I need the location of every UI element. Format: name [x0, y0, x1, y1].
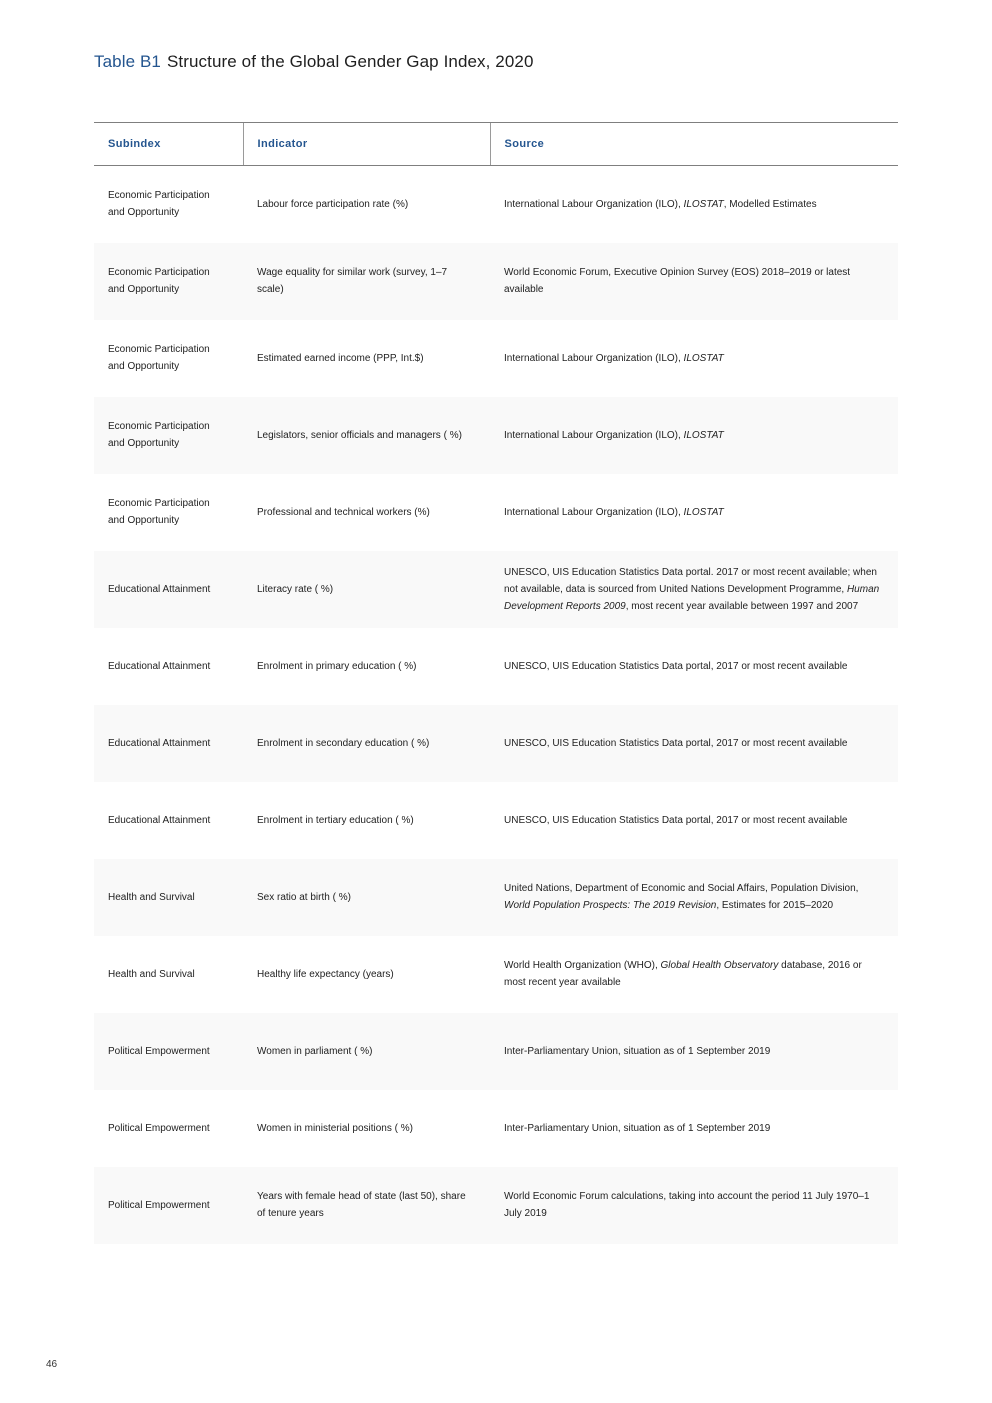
- table-label: Table B1: [94, 52, 161, 71]
- header-indicator: Indicator: [243, 123, 490, 166]
- subindex-cell: Economic Participation and Opportunity: [108, 421, 210, 449]
- subindex-cell: Health and Survival: [108, 968, 195, 980]
- header-source: Source: [490, 123, 898, 166]
- source-cell: [490, 397, 898, 474]
- subindex-cell: Economic Participation and Opportunity: [108, 498, 210, 526]
- source-cell: [490, 474, 898, 551]
- source-publication-title: ILOSTAT: [683, 198, 724, 210]
- page-number: 46: [46, 1359, 58, 1370]
- source-cell: [490, 859, 898, 936]
- table-row: [94, 782, 898, 859]
- table-row: [94, 1167, 898, 1244]
- subindex-cell: Educational Attainment: [108, 660, 211, 672]
- source-cell: [490, 166, 898, 243]
- source-cell: [490, 1013, 898, 1090]
- source-text: World Economic Forum calculations, taking into account the period 11 July 1970–1 July 2019: [504, 1191, 870, 1219]
- table-row: [94, 474, 898, 551]
- source-publication-title: ILOSTAT: [683, 506, 724, 518]
- source-text: Inter-Parliamentary Union, situation as of 1 September 2019: [504, 1122, 771, 1134]
- subindex-cell: Educational Attainment: [108, 737, 211, 749]
- subindex-cell: Political Empowerment: [108, 1045, 210, 1057]
- source-publication-title: ILOSTAT: [683, 429, 724, 441]
- source-text: UNESCO, UIS Education Statistics Data portal. 2017 or most recent available; when not available, data is sourced from United Nations Development Programme,: [504, 566, 877, 595]
- indicator-cell: Professional and technical workers (%): [257, 506, 430, 518]
- source-cell: [490, 936, 898, 1013]
- source-text: World Economic Forum, Executive Opinion Survey (EOS) 2018–2019 or latest available: [504, 267, 851, 295]
- source-cell: [490, 705, 898, 782]
- source-text: , Estimates for 2015–2020: [716, 900, 834, 911]
- table-row: [94, 859, 898, 936]
- subindex-cell: Political Empowerment: [108, 1122, 210, 1134]
- table-row: [94, 1013, 898, 1090]
- table-row: [94, 1090, 898, 1167]
- table-row: [94, 936, 898, 1013]
- source-text: International Labour Organization (ILO),: [504, 352, 684, 364]
- indicator-cell: Sex ratio at birth ( %): [257, 891, 351, 903]
- table-row: [94, 628, 898, 705]
- source-cell: [490, 1167, 898, 1244]
- source-cell: [490, 628, 898, 705]
- gender-gap-structure-table: [94, 122, 898, 1244]
- source-text: , Modelled Estimates: [723, 198, 817, 210]
- subindex-cell: Economic Participation and Opportunity: [108, 190, 210, 219]
- table-row: [94, 397, 898, 474]
- table-body: [94, 166, 898, 1244]
- source-publication-title: Global Health Observatory: [660, 960, 779, 971]
- table-row: [94, 551, 898, 628]
- indicator-cell: Enrolment in secondary education ( %): [257, 737, 430, 749]
- table-row: [94, 320, 898, 397]
- source-text: United Nations, Department of Economic and Social Affairs, Population Division,: [504, 883, 859, 894]
- source-text: UNESCO, UIS Education Statistics Data portal, 2017 or most recent available: [504, 814, 848, 826]
- indicator-cell: Women in parliament ( %): [257, 1045, 373, 1057]
- indicator-cell: Enrolment in primary education ( %): [257, 660, 417, 672]
- source-text: International Labour Organization (ILO),: [504, 506, 684, 518]
- indicator-cell: Wage equality for similar work (survey, 1–7 scale): [257, 267, 448, 295]
- source-text: World Health Organization (WHO),: [504, 960, 661, 971]
- source-cell: [490, 782, 898, 859]
- indicator-cell: Enrolment in tertiary education ( %): [257, 814, 414, 826]
- indicator-cell: Healthy life expectancy (years): [257, 968, 394, 980]
- indicator-cell: Labour force participation rate (%): [257, 198, 409, 210]
- source-cell: [490, 551, 898, 628]
- table-row: [94, 705, 898, 782]
- source-publication-title: Human Development Reports 2009: [504, 583, 880, 612]
- source-publication-title: ILOSTAT: [683, 352, 724, 364]
- source-publication-title: World Population Prospects: The 2019 Revision: [504, 900, 717, 911]
- subindex-cell: Economic Participation and Opportunity: [108, 267, 210, 295]
- indicator-cell: Literacy rate ( %): [257, 583, 334, 595]
- subindex-cell: Educational Attainment: [108, 583, 211, 595]
- indicator-cell: Years with female head of state (last 50), share of tenure years: [257, 1191, 466, 1219]
- source-cell: [490, 1090, 898, 1167]
- source-text: , most recent year available between 1997 and 2007: [625, 600, 859, 612]
- source-text: database, 2016 or most recent year available: [504, 960, 862, 988]
- source-text: UNESCO, UIS Education Statistics Data portal, 2017 or most recent available: [504, 660, 848, 672]
- subindex-cell: Health and Survival: [108, 891, 195, 903]
- source-cell: [490, 243, 898, 320]
- source-text: UNESCO, UIS Education Statistics Data portal, 2017 or most recent available: [504, 737, 848, 749]
- indicator-cell: Women in ministerial positions ( %): [257, 1122, 413, 1134]
- header-subindex: Subindex: [94, 123, 243, 166]
- source-text: International Labour Organization (ILO),: [504, 198, 684, 210]
- subindex-cell: Educational Attainment: [108, 814, 211, 826]
- source-text: International Labour Organization (ILO),: [504, 429, 684, 441]
- source-text: Inter-Parliamentary Union, situation as of 1 September 2019: [504, 1045, 771, 1057]
- subindex-cell: Political Empowerment: [108, 1199, 210, 1211]
- indicator-cell: Estimated earned income (PPP, Int.$): [257, 352, 424, 364]
- table-header-row: [94, 123, 898, 166]
- table-row: [94, 166, 898, 243]
- subindex-cell: Economic Participation and Opportunity: [108, 344, 210, 372]
- table-title: Structure of the Global Gender Gap Index, 2020: [166, 52, 534, 71]
- table-row: [94, 243, 898, 320]
- source-cell: [490, 320, 898, 397]
- page-title: [94, 52, 534, 72]
- indicator-cell: Legislators, senior officials and managers ( %): [257, 429, 462, 441]
